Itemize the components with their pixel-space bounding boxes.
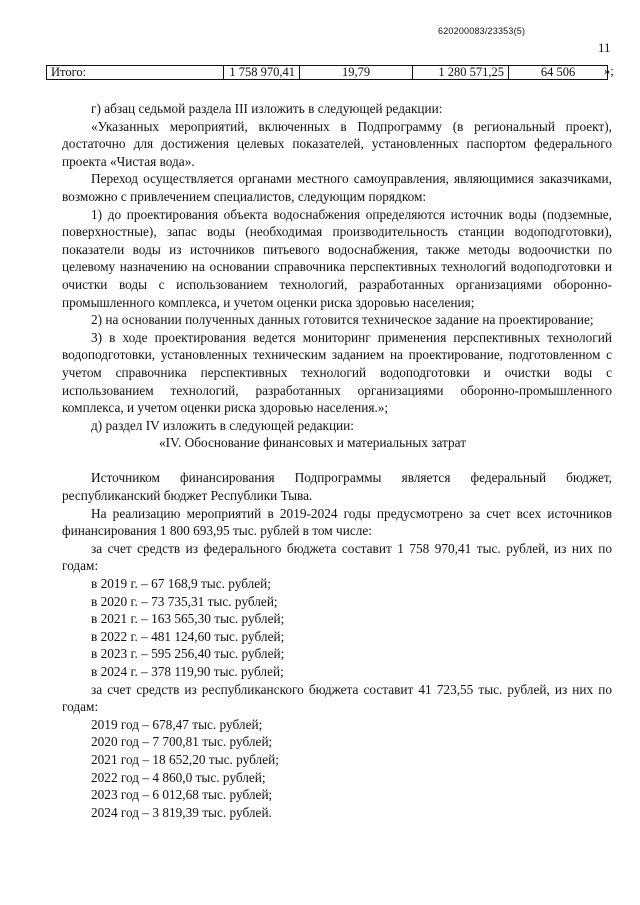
document-body (62, 100, 612, 821)
page-number: 11 (598, 40, 611, 55)
table-cell: 1 280 571,25 (413, 66, 509, 80)
paragraph: за счет средств из республиканского бюджета составит 41 723,55 тыс. рублей, из них по годам: (62, 681, 612, 715)
list-item: 2024 год – 3 819,39 тыс. рублей. (91, 804, 272, 820)
list-item: 2022 год – 4 860,0 тыс. рублей; (91, 769, 266, 785)
list-item: в 2020 г. – 73 735,31 тыс. рублей; (91, 593, 278, 609)
paragraph: 3) в ходе проектирования ведется мониторинг применения перспективных технологий водоподготовки, установленных техническим заданием на проектирование, подготовленном с учетом справочника перспективных технологий водоподготовки и очистки воды с использованием технологий, разработанных организациями оборонно-промышленного комплекса, и учетом оценки риска здоровью населения.»; (62, 329, 612, 416)
list-item: в 2022 г. – 481 124,60 тыс. рублей; (91, 628, 285, 644)
list-item: в 2023 г. – 595 256,40 тыс. рублей; (91, 646, 285, 662)
table-cell: 1 758 970,41 (224, 66, 300, 80)
list-item: в 2019 г. – 67 168,9 тыс. рублей; (91, 576, 271, 592)
paragraph: Переход осуществляется органами местного самоуправления, являющимися заказчиками, возможно с привлечением специалистов, следующим порядком: (62, 171, 612, 204)
table-suffix: »; (604, 64, 614, 78)
list-item: 2023 год – 6 012,68 тыс. рублей; (91, 787, 273, 803)
paragraph: г) абзац седьмой раздела III изложить в следующей редакции: (91, 101, 443, 116)
spacer (62, 452, 612, 470)
table-cell: 64 506 (509, 66, 608, 80)
paragraph: 1) до проектирования объекта водоснабжения определяются источник воды (подземные, поверхностные), запас воды (необходимая производительность станции водоподготовки), показатели воды из источников питьевого водоснабжения, также методы водоочистки по целевому назначению на основании справочника перспективных технологий водоподготовки и очистки воды с использованием технологий, разработанных организациями оборонно-промышленного комплекса, и учетом оценки риска здоровью населения; (62, 206, 612, 310)
paragraph: 2) на основании полученных данных готовится техническое задание на проектирование; (91, 312, 594, 328)
list-item: 2021 год – 18 652,20 тыс. рублей; (91, 751, 279, 767)
table-row (47, 66, 608, 80)
paragraph: «Указанных мероприятий, включенных в Подпрограмму (в региональный проект), достаточно для достижения целевых показателей, установленных паспортом федерального проекта «Чистая вода». (62, 118, 612, 169)
paragraph: Источником финансирования Подпрограммы является федеральный бюджет, республиканский бюджет Республики Тыва. (62, 470, 612, 504)
list-item: 2019 год – 678,47 тыс. рублей; (91, 716, 263, 732)
list-item: в 2024 г. – 378 119,90 тыс. рублей; (91, 664, 284, 679)
paragraph: д) раздел IV изложить в следующей редакции: (91, 417, 354, 433)
paragraph: за счет средств из федерального бюджета составит 1 758 970,41 тыс. рублей, из них по годам: (62, 540, 612, 574)
itogo-table (46, 65, 608, 80)
section-heading: «IV. Обоснование финансовых и материальных затрат (159, 435, 467, 451)
list-item: в 2021 г. – 163 565,30 тыс. рублей; (91, 611, 285, 627)
document-id: 620200083/23353(5) (438, 26, 526, 36)
itogo-label: Итого: (47, 66, 224, 80)
table-cell: 19,79 (300, 66, 413, 80)
paragraph: На реализацию мероприятий в 2019-2024 годы предусмотрено за счет всех источников финансирования 1 800 693,95 тыс. рублей в том числе: (62, 505, 612, 539)
list-item: 2020 год – 7 700,81 тыс. рублей; (91, 734, 273, 750)
